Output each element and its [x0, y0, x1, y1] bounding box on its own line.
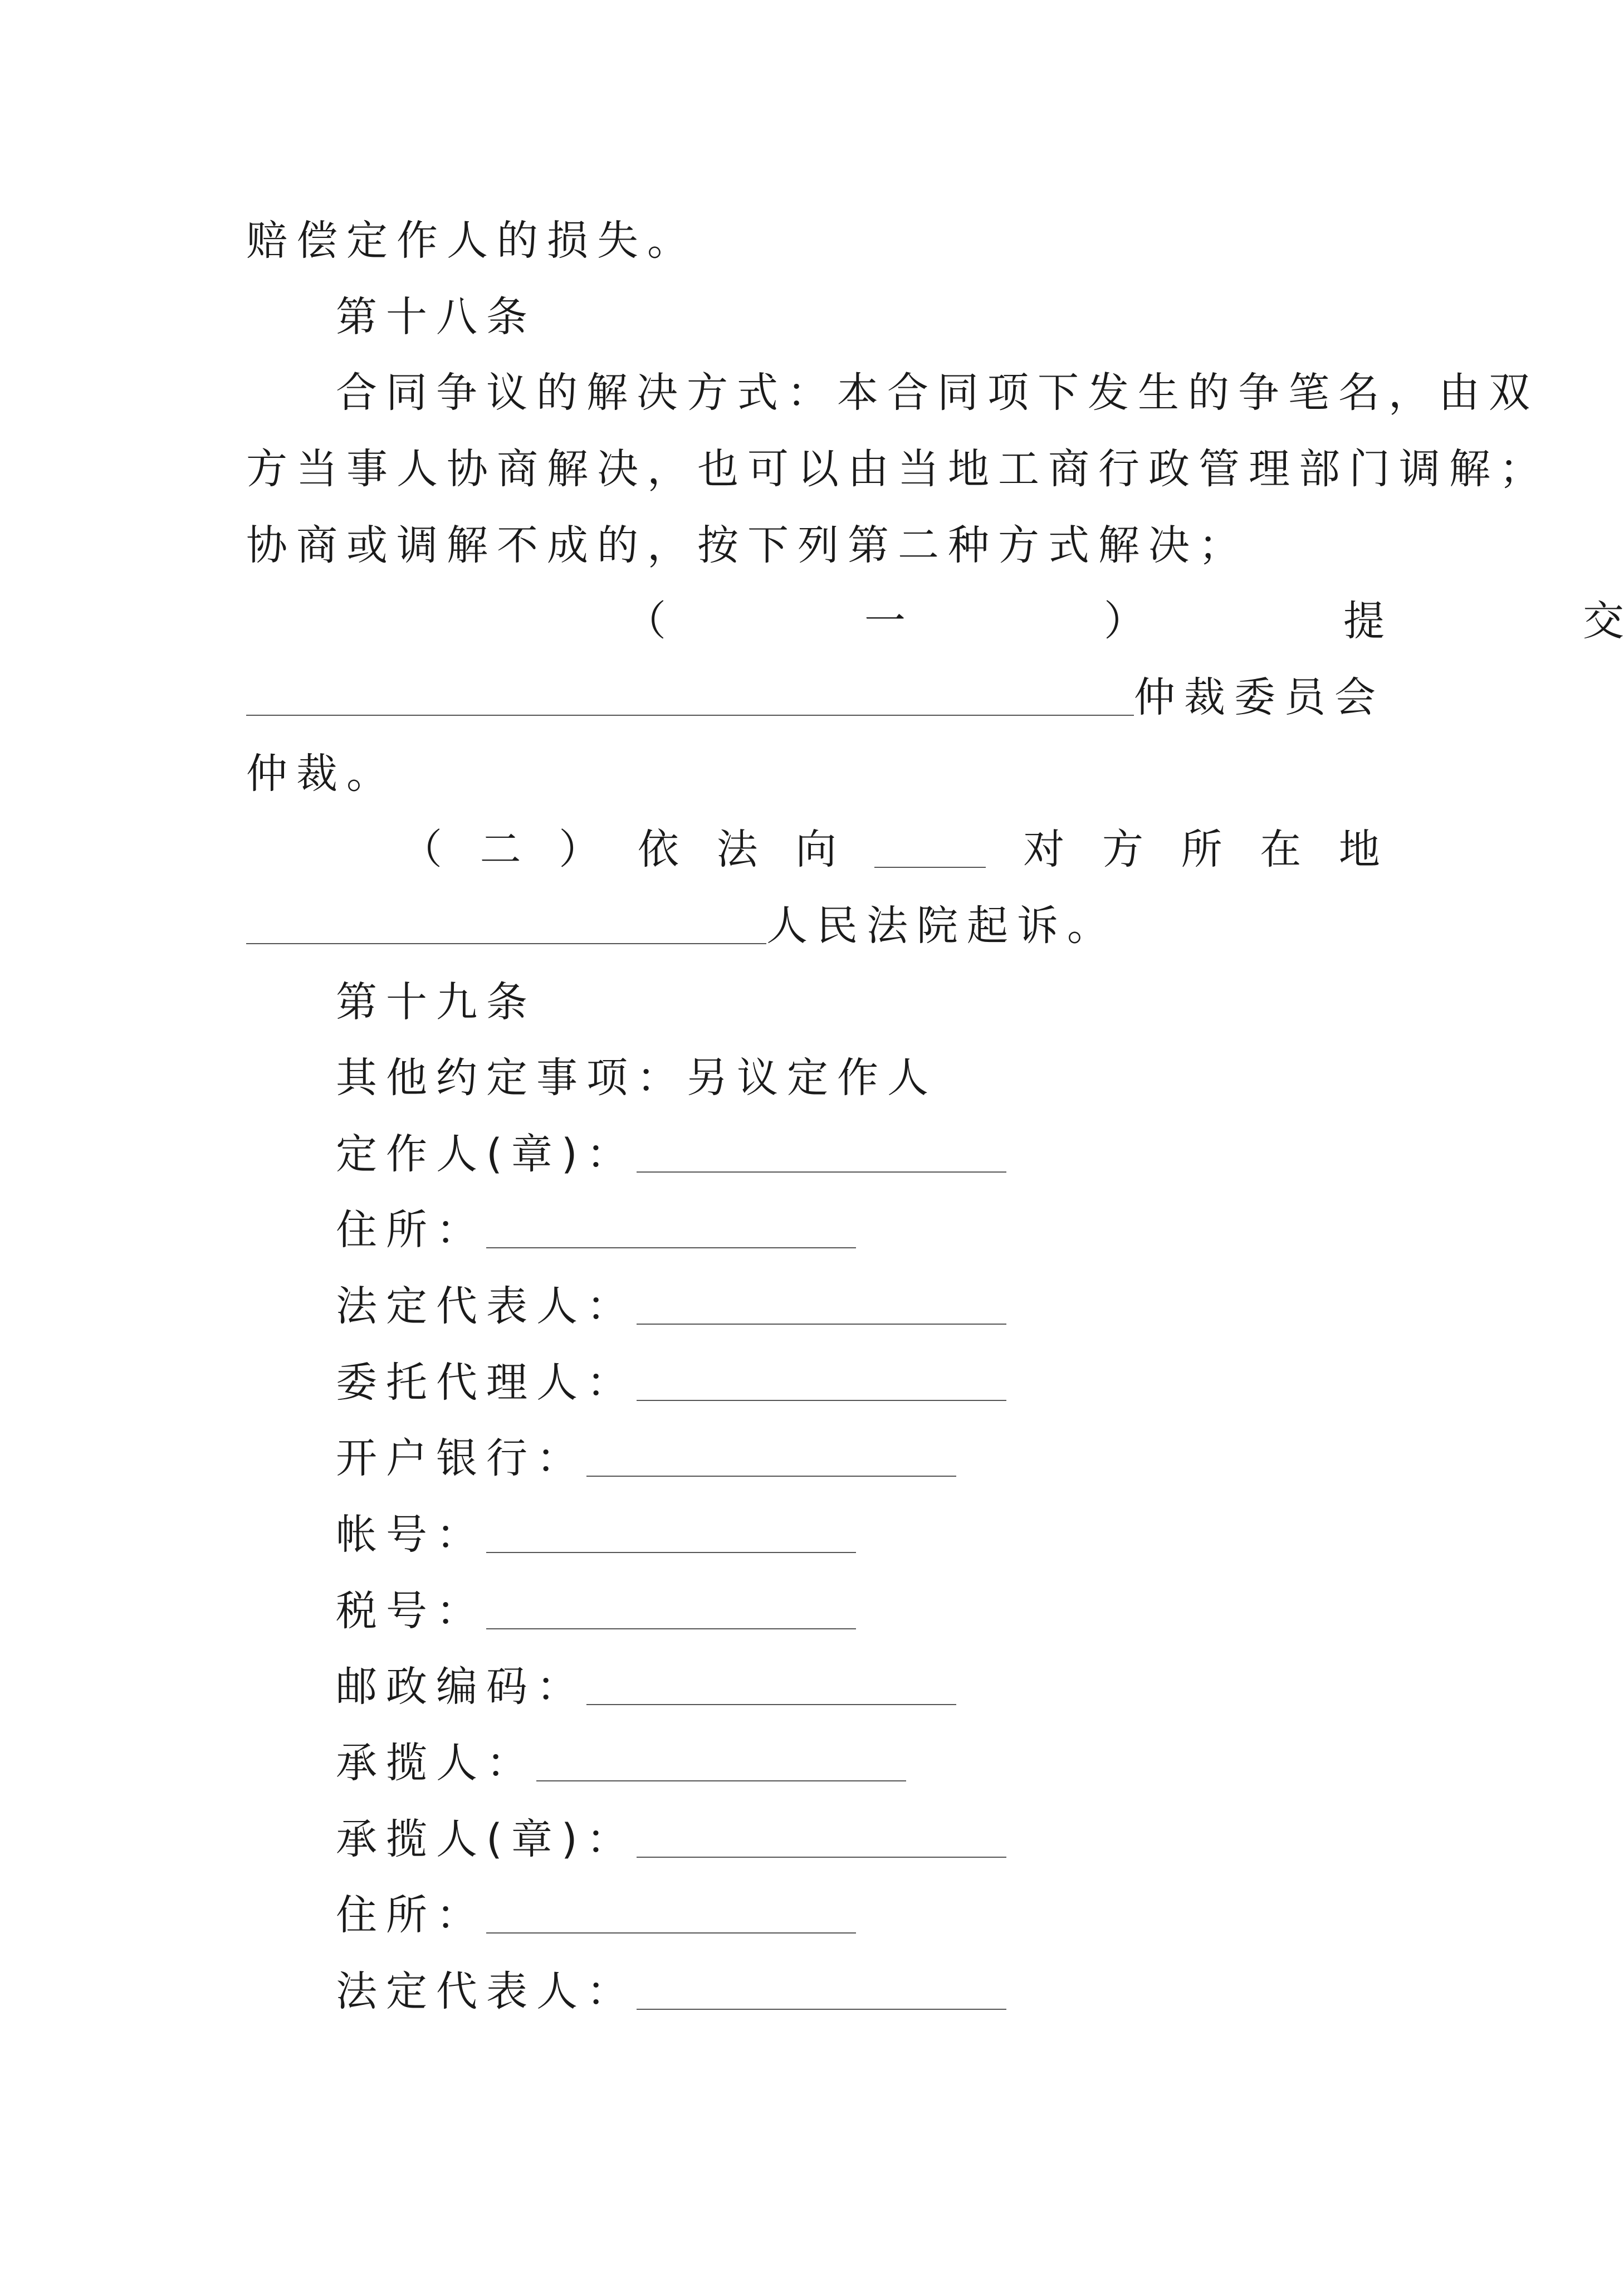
field-blank[interactable] [637, 1856, 1006, 1858]
option-2-court-row [246, 902, 1117, 950]
option-1-char-2: 交 [1583, 597, 1624, 645]
field-contractor-seal [336, 1815, 1006, 1863]
field-orderer-bank [336, 1434, 956, 1482]
field-blank[interactable] [637, 1399, 1006, 1401]
arbitration-suffix: 仲裁委员会 [1134, 673, 1385, 721]
field-orderer-postcode [336, 1663, 956, 1711]
dispute-clause-line-3: 协商或调解不成的，按下列第二种方式解决； [246, 521, 1249, 569]
option-2-char-1: （ [401, 826, 442, 873]
field-orderer-seal [336, 1130, 1006, 1178]
option-2-char-6: 向 [795, 826, 837, 873]
option-2-char-5: 法 [716, 826, 758, 873]
field-label: 邮政编码： [336, 1663, 586, 1711]
field-orderer-tax-id [336, 1587, 856, 1635]
arbitration-blank [246, 714, 1134, 716]
field-contractor-legal-rep [336, 1967, 1006, 2015]
court-blank [246, 943, 766, 944]
option-1-arbitration-row [246, 673, 1385, 721]
option-2-blank [874, 866, 986, 868]
option-2-char-8: 方 [1102, 826, 1143, 873]
field-orderer-agent [336, 1359, 1006, 1407]
field-label: 住所： [336, 1891, 486, 1939]
option-2-char-11: 地 [1338, 826, 1380, 873]
field-label: 帐号： [336, 1511, 486, 1559]
field-blank[interactable] [637, 1323, 1006, 1325]
field-blank[interactable] [637, 2008, 1006, 2010]
option-1-open-paren: （ [625, 597, 666, 645]
field-blank[interactable] [637, 1171, 1006, 1173]
article-18-heading: 第十八条 [336, 293, 536, 341]
field-label: 开户银行： [336, 1434, 586, 1482]
field-label: 税号： [336, 1587, 486, 1635]
option-1-close-paren: ） [1104, 597, 1145, 645]
option-1-char-1: 提 [1343, 597, 1385, 645]
option-2-char-3: ） [559, 826, 600, 873]
field-contractor-address [336, 1891, 856, 1939]
field-label: 住所： [336, 1206, 486, 1254]
dispute-clause-line-1: 合同争议的解决方式：本合同项下发生的争笔名，由双 [336, 369, 1539, 417]
field-blank[interactable] [486, 1628, 856, 1629]
field-label: 委托代理人： [336, 1359, 637, 1407]
field-blank[interactable] [536, 1780, 906, 1781]
field-contractor [336, 1739, 906, 1787]
field-label: 法定代表人： [336, 1967, 637, 2015]
paragraph-compensation: 赔偿定作人的损失。 [246, 217, 697, 265]
field-label: 承揽人(章)： [336, 1815, 637, 1863]
court-suffix: 人民法院起诉。 [766, 902, 1117, 950]
field-blank[interactable] [486, 1551, 856, 1553]
option-2-char-7: 对 [1023, 826, 1065, 873]
option-2-char-2: 二 [480, 826, 521, 873]
dispute-clause-line-2: 方当事人协商解决，也可以由当地工商行政管理部门调解； [246, 445, 1549, 493]
option-1-number: 一 [864, 597, 906, 645]
field-label: 承揽人： [336, 1739, 536, 1787]
option-2-char-9: 所 [1181, 826, 1222, 873]
option-2-char-4: 依 [637, 826, 679, 873]
field-orderer-account [336, 1511, 856, 1559]
field-orderer-legal-rep [336, 1282, 1006, 1330]
other-matters: 其他约定事项：另议定作人 [336, 1054, 937, 1102]
field-blank[interactable] [586, 1475, 956, 1477]
field-label: 定作人(章)： [336, 1130, 637, 1178]
option-1-tail: 仲裁。 [246, 750, 397, 798]
field-orderer-address [336, 1206, 856, 1254]
field-blank[interactable] [486, 1932, 856, 1934]
article-19-heading: 第十九条 [336, 978, 536, 1026]
field-blank[interactable] [486, 1247, 856, 1248]
field-label: 法定代表人： [336, 1282, 637, 1330]
field-blank[interactable] [586, 1703, 956, 1705]
option-2-row [246, 826, 1380, 873]
option-2-char-10: 在 [1260, 826, 1302, 873]
option-1-row [246, 597, 1624, 645]
